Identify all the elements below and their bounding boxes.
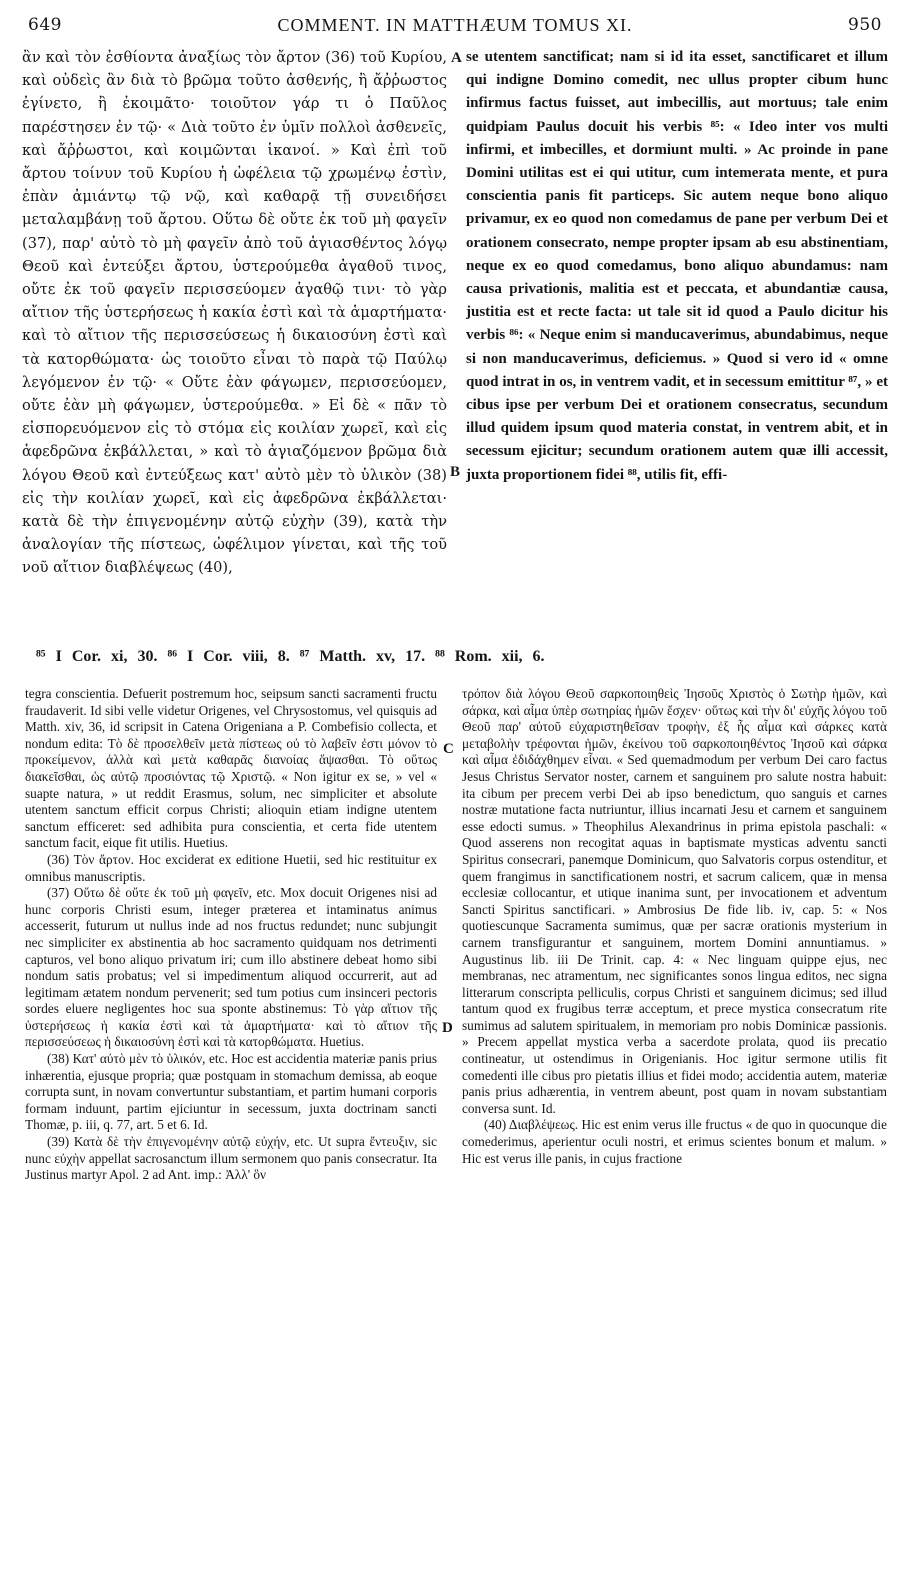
section-marker-b: B xyxy=(450,464,461,480)
section-marker-a: A xyxy=(451,50,462,66)
greek-paragraph: ἂν καὶ τὸν ἐσθίοντα ἀναξίως τὸν ἄρτον (36) τοῦ Κυρίου, καὶ οὐδεὶς ἂν διὰ τὸ βρῶμα τοῦτο ἀσθενής, ἢ ἄῤῥωστος ἐγίνετο, ἢ ἐκοιμᾶτο· τοιοῦτον γάρ τι ὁ Παῦλος παρέστησεν ἐν τῷ· « Διὰ τοῦτο ἐν ὑμῖν πολλοὶ ἀσθενεῖς, καὶ ἄῤῥωστοι, καὶ κοιμῶνται ἱκανοί. » Καὶ ἐπὶ τοῦ ἄρτου τοίνυν τοῦ Κυρίου ἡ ὠφέλεια τῷ χρωμένῳ ἐστὶν, ἐπὰν ἀμιάντῳ τῷ νῷ, καὶ καθαρᾷ τῇ συνειδήσει μεταλαμβάνῃ τοῦ ἄρτου. Οὕτω δὲ οὔτε ἐκ τοῦ μὴ φαγεῖν (37), παρ' αὐτὸ τὸ μὴ φαγεῖν ἀπὸ τοῦ ἁγιασθέντος λόγῳ Θεοῦ καὶ ἐντεύξει ἄρτου, ὑστερούμεθα ἀγαθοῦ τινος, οὔτε ἐκ τοῦ φαγεῖν περισσεύομεν ἀγαθῷ τινι· τὸ γὰρ αἴτιον τῆς ὑστερήσεως ἡ κακία ἐστὶ καὶ τὰ ἁμαρτήματα· καὶ τὸ αἴτιον τῆς περισσεύσεως ἡ δικαιοσύνη ἐστὶ καὶ τὰ κατορθώματα· ὡς τοιοῦτο εἶναι τὸ παρὰ τῷ Παύλῳ λεγόμενον ἐν τῷ· « Οὔτε ἐὰν φάγωμεν, περισσεύομεν, οὔτε ἐὰν μὴ φάγωμεν, ὑστερούμεθα. » Εἰ δὲ « πᾶν τὸ εἰσπορευόμενον εἰς τὸ στόμα εἰς κοιλίαν χωρεῖ, καὶ εἰς ἀφεδρῶνα ἐκβάλλεται, » καὶ τὸ ἁγιαζόμενον βρῶμα διὰ λόγου Θεοῦ καὶ ἐντεύξεως κατ' αὐτὸ μὲν τὸ ὑλικὸν (38) εἰς τὴν κοιλίαν χωρεῖ, καὶ εἰς ἀφεδρῶνα ἐκβάλλεται· κατὰ δὲ τὴν ἐπιγενομένην αὐτῷ εὐχὴν (39), κατὰ τὴν ἀναλογίαν τῆς πίστεως, ὠφέλιμον γίνεται, καὶ τῆς τοῦ νοῦ αἴτιον διαβλέψεως (40), xyxy=(22,49,447,577)
note-39-continuation: τρόπον διὰ λόγου Θεοῦ σαρκοποιηθεὶς Ἰησοῦς Χριστὸς ὁ Σωτὴρ ἡμῶν, καὶ σάρκα, καὶ αἷμα ὑπὲρ σωτηρίας ἡμῶν ἔσχεν· οὕτως καὶ τὴν δι' εὐχῆς λόγου τοῦ Θεοῦ παρ' αὐτοῦ εὐχαριστηθεῖσαν τροφὴν, ἐξ ἧς αἷμα καὶ σάρκες κατὰ μεταβολὴν τρέφονται ἡμῶν, ἐκείνου τοῦ σαρκοποιηθέντος Ἰησοῦ καὶ σάρκα καὶ αἷμα ἐδιδάχθημεν εἶναι. « Sed quemadmodum per verbum Dei caro factus Jesus Christus Servator noster, carnem et sanguinem pro salute nostra habuit: ita cibum per precem verbi Dei ab ipso benedictum, quo sanguis et carnes nostræ mutatione facta nutriuntur, illius incarnati Jesu et carnem et sanguinem esse edocti sumus. » Theophilus Alexandrinus in prima epistola paschali: « Quod asserens non recogitat aquas in baptismate mysticas adventu sancti Spiritus consecrari, panemque Dominicum, quo Salvatoris corpus ostenditur, et quem frangimus in sanctificationem nostri, et sacrum calicem, quæ in mensa ecclesiæ collocantur, et utique inanima sunt, per invocationem et adventum Sancti Spiritus sanctificari. » Ambrosius De fide lib. iv, cap. 5: « Nos quotiescunque Sacramenta sumimus, quæ per sacræ orationis mysterium in carnem transfigurantur et sanguinem, mortem Domini annuntiamus. » Augustinus lib. iii De Trinit. cap. 4: « Nec linguam quippe ejus, nec membranas, nec atramentum, nec significantes sonos lingua editos, nec signa litterarum conscripta pelliculis, corpus Christi et sanguinem dicimus; sed illud tantum quod ex frugibus terræ acceptum, et prece mystica consecratum rite sumimus ad salutem spiritualem, in memoriam pro nobis Dominicæ passionis. » Precem appellat mystica verba a sacerdote prolata, quod iis precatio contineatur, ut ostendimus in Origenianis. Hoc igitur sermone utilis fit comedenti ille cibus pro pietatis illius et fidei modo; accidentia autem, materiæ panis prius adhærentia, in ventrem abeunt, post quam in novam substantiam conversa sunt. Id. xyxy=(462,686,887,1116)
greek-text-column xyxy=(22,46,447,580)
latin-paragraph: se utentem sanctificat; nam si id ita esset, sanctificaret et illum qui indigne Domino comedit, nec ullus propter cibum hunc infirmus factus fuisset, aut imbecillis, aut mortuus; tale enim quidpiam Paulus docuit his verbis ⁸⁵: « Ideo inter vos multi infirmi, et imbecilles, et dormiunt multi. » Ac proinde in pane Domini utilitas est ei qui utitur, cum intemerata mente, et pura conscientia panis fit particeps. Sic autem neque bono aliquo privamur, ex eo quod non comedamus de pane per verbum Dei et orationem consecrato, nempe propter ipsam ab esu abstinentiam, neque ex eo quod comedamus, bono aliquo abundamus: nam causa privationis, malitia est et peccata, et abundantiæ causa, justitia est et recte facta: ut tale sit id quod a Paulo dicitur his verbis ⁸⁶: « Neque enim si manducaverimus, abundabimus, neque si non manducaverimus, deficiemus. » Quod si vero id « omne quod intrat in os, in ventrem vadit, et in secessum emittitur ⁸⁷, » et cibus ipse per verbum Dei et orationem consecratus, secundum illud quidem ipsum quod materia constat, in ventrem abit, et in secessum ejicitur; secundum orationem autem quæ illi accessit, juxta proportionem fidei ⁸⁸, utilis fit, effi- xyxy=(466,49,888,483)
running-header xyxy=(28,12,882,38)
section-marker-d: D xyxy=(442,1020,453,1036)
right-page-number: 950 xyxy=(848,15,882,35)
notes-left-column xyxy=(25,686,437,1184)
note-39: (39) Κατὰ δὲ τὴν ἐπιγενομένην αὐτῷ εὐχήν, etc. Ut supra ἔντευξιν, sic nunc εὐχὴν appellat sacrosanctum illum sermonem quo panis consecratur. Ita Justinus martyr Apol. 2 ad Ant. imp.: Ἀλλ' ὃν xyxy=(25,1134,437,1183)
notes-right-column xyxy=(462,686,887,1167)
note-37: (37) Οὕτω δὲ οὔτε ἐκ τοῦ μὴ φαγεῖν, etc. Mox docuit Origenes nisi ad hunc corporis Christi esum, integer præterea et intaminatus animus accesserit, futurum ut nullus inde ad nos fructus redundet; nunc subjungit nec simpliciter ex abstinentia ab hoc sacramento quidquam nos detrimenti capturos, vel bono aliquo privatum iri; cum illo abstinere debeat homo sibi nondum satis probatus; vel si impedimentum aliquod occurrerit, aut ad legitimam ætatem nondum pervenerit; sed tum potius cum insinceri pectoris sordes eluere negligentes hoc sua sponte abstinemus: Τὸ γὰρ αἴτιον τῆς ὑστερήσεως ἡ κακία ἐστὶ καὶ τὰ ἁμαρτήματα· καὶ τὸ αἴτιον τῆς περισσεύσεως ἡ δικαιοσύνη ἐστὶ καὶ τὰ κατορθώματα. Huetius. xyxy=(25,885,437,1050)
note-continuation: tegra conscientia. Defuerit postremum hoc, seipsum sancti sacramenti fructu fraudaverit. Id sibi velle videtur Origenes, vel Chrysostomus, vel quisquis ad Matth. xiv, 36, id scripsit in Catena Origeniana a P. Combefisio collecta, et nondum edita: Τὸ δὲ προσελθεῖν μετὰ πίστεως οὐ τὸ λαβεῖν ἐστι μόνον τὸ προκείμενον, ἀλλὰ καὶ μετὰ καθαρᾶς διανοίας ἅψασθαι. Τὸ οὕτως διακεῖσθαι, ὡς αὐτῷ προσιόντας τῷ Χριστῷ. « Non igitur ex se, » vel « suapte natura, » ut reddit Erasmus, solum, nec simpliciter et absolute utentem sanctum efficit corpus Christi; alioquin etiam indigne utentem sanctum efficeret: sed adhibita pura conscientia, et certa fide utentem sanctum facit, eique fit utilis. Huetius. xyxy=(25,686,437,851)
left-page-number: 649 xyxy=(28,15,62,35)
scripture-references: ⁸⁵ I Cor. xi, 30. ⁸⁶ I Cor. viii, 8. ⁸⁷ Matth. xv, 17. ⁸⁸ Rom. xii, 6. xyxy=(36,648,545,665)
running-title: COMMENT. IN MATTHÆUM TOMUS XI. xyxy=(277,14,633,35)
latin-text-column xyxy=(466,46,888,487)
section-marker-c: C xyxy=(443,741,454,757)
note-38: (38) Κατ' αὐτὸ μὲν τὸ ὑλικόν, etc. Hoc est accidentia materiæ panis prius inhærentia, ejusque propria; quæ postquam in stomachum demissa, ab eoque corrupta sunt, in novam convertuntur substantiam, et partim humani corporis formam induunt, partim ejiciuntur in secessum, juxta doctrinam sancti Thomæ, p. iii, q. 77, art. 5 et 6. Id. xyxy=(25,1051,437,1133)
note-36: (36) Τὸν ἄρτον. Hoc exciderat ex editione Huetii, sed hic restituitur ex omnibus manuscriptis. xyxy=(25,851,437,884)
note-40: (40) Διαβλέψεως. Hic est enim verus ille fructus « de quo in quocunque die comederimus, aperientur oculi nostri, et erimus scientes bonum et malum. » Hic est verus ille panis, in cujus fractione xyxy=(462,1117,887,1166)
